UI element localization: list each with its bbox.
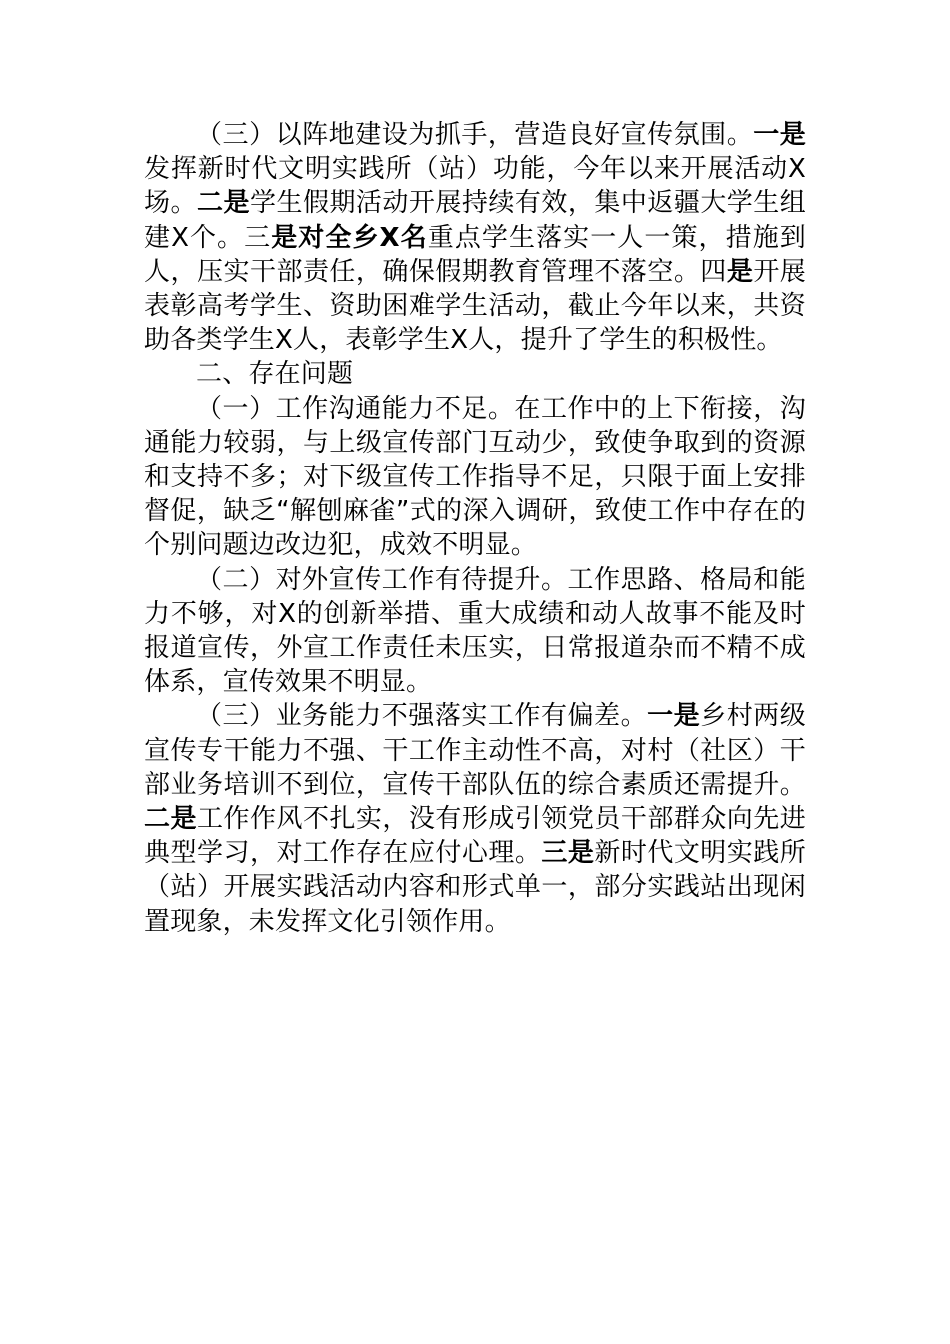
paragraph-business-capability <box>144 699 806 938</box>
text-segment: 重点学生落实一人一策，措施到人，压实干部责任，确保假期教育管理不落空。四 <box>144 222 806 287</box>
text-segment-bold: 一是 <box>647 701 701 732</box>
paragraph-external-publicity <box>144 563 806 700</box>
paragraph-communication <box>144 392 806 563</box>
text-segment: （三）以阵地建设为抓手，营造良好宣传氛围。 <box>196 120 754 150</box>
text-segment: 学生假期活动开展持续有效，集中返疆大学生组建X个。三 <box>144 188 806 253</box>
text-segment: 新时代文明实践所（站）开展实践活动内容和形式单一，部分实践站出现闲置现象，未发挥文化引领作用。 <box>144 838 806 937</box>
heading-text: 二、存在问题 <box>196 359 354 390</box>
text-segment: 工作作风不扎实，没有形成引领党员干部群众向先进典型学习，对工作存在应付心理。 <box>144 804 806 869</box>
text-segment-bold: 三是 <box>541 838 595 869</box>
text-segment: 发挥新时代文明实践所（站）功能，今年以来开展活动X场。 <box>144 154 806 219</box>
text-segment: 开展表彰高考学生、资助困难学生活动，截止今年以来，共资助各类学生X人，表彰学生X人，提升了学生的积极性。 <box>144 256 807 356</box>
text-segment: （一）工作沟通能力不足。在工作中的上下衔接，沟通能力较弱，与上级宣传部门互动少，致使争取到的资源和支持不多；对下级宣传工作指导不足，只限于面上安排督促，缺乏“解刨麻雀”式的深入调研，致使工作中存在的个别问题边改边犯，成效不明显。 <box>144 393 806 561</box>
text-segment: （二）对外宣传工作有待提升。工作思路、格局和能力不够，对X的创新举措、重大成绩和动人故事不能及时报道宣传，外宣工作责任未压实，日常报道杂而不精不成体系，宣传效果不明显。 <box>144 564 806 698</box>
text-segment-bold: 二是 <box>144 804 197 835</box>
text-segment-bold: 是对全乡X名 <box>271 222 428 253</box>
text-segment: （三）业务能力不强落实工作有偏差。 <box>196 701 648 732</box>
text-segment-bold: 二是 <box>196 188 250 219</box>
text-segment-bold: 是 <box>726 256 754 287</box>
paragraph-positions-building <box>144 118 806 357</box>
text-segment-bold: 一是 <box>753 120 807 150</box>
section-heading-problems <box>144 357 806 391</box>
text-segment: 乡村两级宣传专干能力不强、干工作主动性不高，对村（社区）干部业务培训不到位，宣传干部队伍的综合素质还需提升。 <box>144 701 806 800</box>
document-body <box>144 118 806 939</box>
